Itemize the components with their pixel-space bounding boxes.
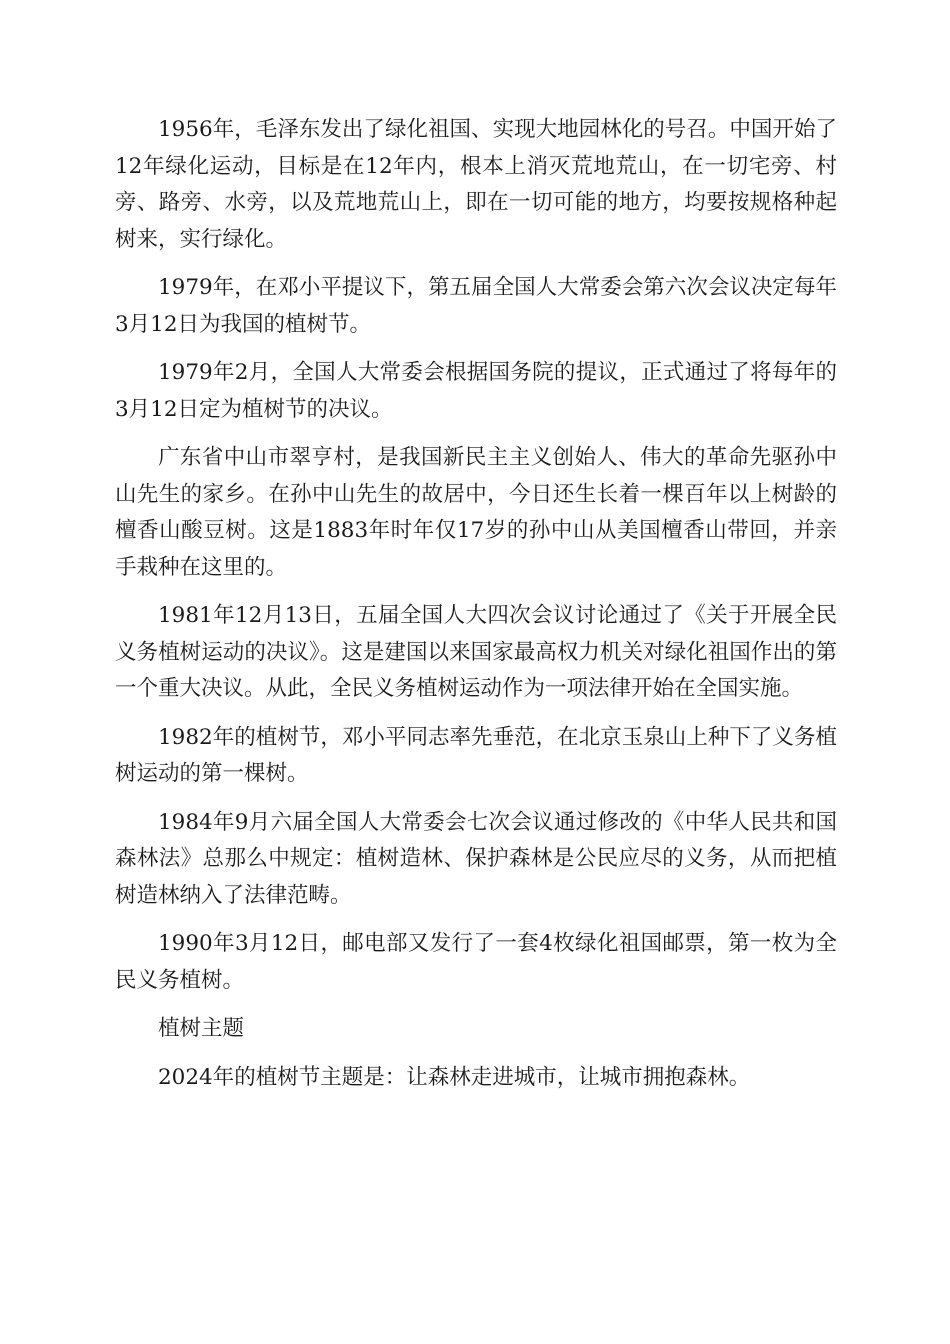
paragraph-1981-voluntary-planting: 1981年12月13日，五届全国人大四次会议讨论通过了《关于开展全民义务植树运动的决议》。这是建国以来国家最高权力机关对绿化祖国作出的第一个重大决议。从此，全民义务植树运动作为一项法律开始在全国实施。 — [115, 603, 837, 701]
paragraph-1990-stamps: 1990年3月12日，邮电部又发行了一套4枚绿化祖国邮票，第一枚为全民义务植树。 — [115, 931, 837, 993]
paragraph-1956-greening-campaign: 1956年，毛泽东发出了绿化祖国、实现大地园林化的号召。中国开始了12年绿化运动，目标是在12年内，根本上消灭荒地荒山，在一切宅旁、村旁、路旁、水旁，以及荒地荒山上，即在一切可能的地方，均要按规格种起树来，实行绿化。 — [115, 117, 837, 252]
paragraph-1984-forest-law: 1984年9月六届全国人大常委会七次会议通过修改的《中华人民共和国森林法》总那么中规定：植树造林、保护森林是公民应尽的义务，从而把植树造林纳入了法律范畴。 — [115, 809, 837, 908]
paragraph-1982-first-tree: 1982年的植树节，邓小平同志率先垂范，在北京玉泉山上种下了义务植树运动的第一棵树。 — [115, 724, 837, 786]
paragraph-sun-yat-sen-tamarind: 广东省中山市翠亨村，是我国新民主主义创始人、伟大的革命先驱孙中山先生的家乡。在孙中山先生的故居中，今日还生长着一棵百年以上树龄的檀香山酸豆树。这是1883年时年仅17岁的孙中山从美国檀香山带回，并亲手栽种在这里的。 — [115, 445, 837, 580]
document-page — [115, 112, 837, 1108]
paragraph-1979-arbor-day-proposal: 1979年，在邓小平提议下，第五届全国人大常委会第六次会议决定每年3月12日为我国的植树节。 — [115, 275, 837, 337]
section-heading-theme: 植树主题 — [158, 1016, 245, 1041]
paragraph-2024-theme: 2024年的植树节主题是：让森林走进城市，让城市拥抱森林。 — [158, 1064, 751, 1090]
paragraph-1979-arbor-day-resolution: 1979年2月，全国人大常委会根据国务院的提议，正式通过了将每年的3月12日定为植树节的决议。 — [115, 360, 837, 422]
